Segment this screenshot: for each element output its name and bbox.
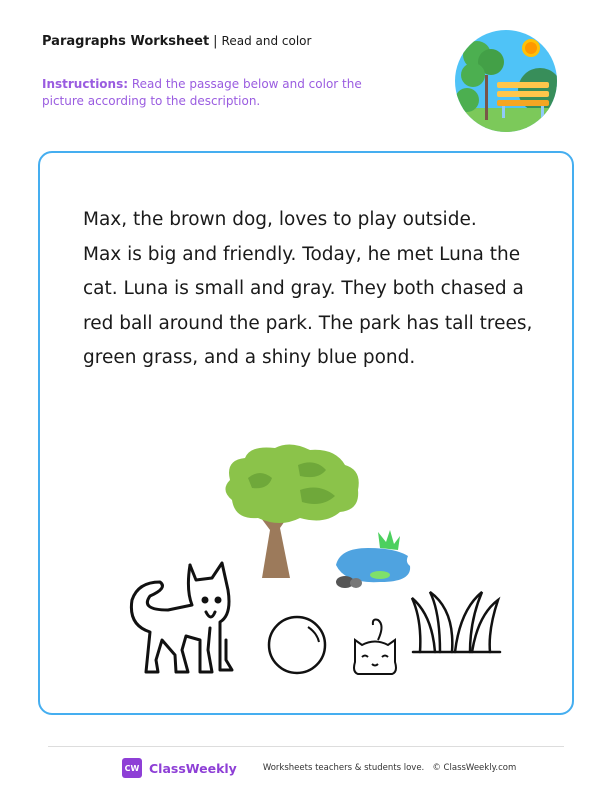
title-separator: | (213, 34, 218, 49)
grass-outline-icon (412, 592, 500, 652)
tree-icon (225, 444, 358, 578)
passage-line: red ball around the park. The park has tall trees, (83, 312, 533, 334)
passage-line: green grass, and a shiny blue pond. (83, 347, 416, 368)
instructions-text: Read the passage below and color the picture according to the description. (42, 77, 362, 108)
cat-outline-icon (354, 620, 396, 674)
brand-name: ClassWeekly (149, 760, 237, 776)
passage-line: Max, the brown dog, loves to play outside. (83, 209, 477, 230)
dog-outline-icon (131, 563, 232, 672)
footer-divider (48, 746, 564, 747)
passage-line: cat. Luna is small and gray. They both chased a (83, 278, 524, 299)
pond-icon (336, 530, 410, 588)
classweekly-logo: CW (122, 758, 142, 778)
instructions-label: Instructions: (42, 77, 129, 91)
worksheet-subtitle: Read and color (221, 34, 312, 48)
footer (122, 758, 516, 778)
worksheet-title: Paragraphs Worksheet (42, 34, 210, 49)
ball-outline-icon (269, 617, 325, 673)
footer-tagline: Worksheets teachers & students love. © ClassWeekly.com (262, 763, 517, 773)
passage-line: Max is big and friendly. Today, he met Luna the (83, 243, 521, 265)
